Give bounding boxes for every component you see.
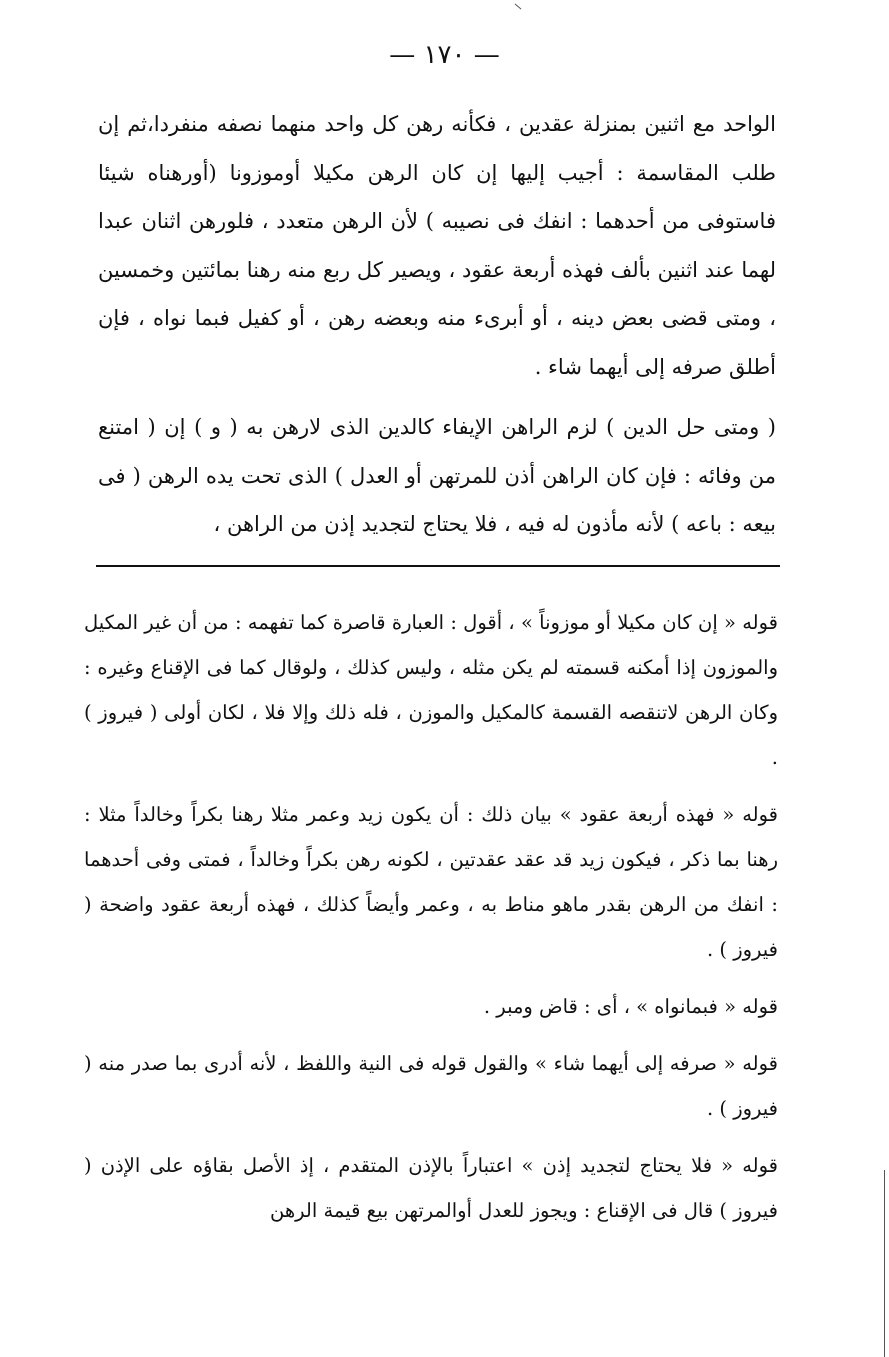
scan-edge-line: [884, 1170, 885, 1357]
footnote-paragraph: قوله « إن كان مكيلا أو موزوناً » ، أقول : العبارة قاصرة كما تفهمه : من أن غير المكيل والموزون إذا أمكنه قسمته لم يكن مثله ، وليس كذلك ، ولوقال كما فى الإقناع وغيره : وكان الرهن لاتنقصه القسمة كالمكيل والموزن ، فله ذلك وإلا فلا ، لكان أولى ( فيروز ) .: [84, 611, 778, 769]
scan-mark: [515, 4, 522, 10]
footnote-paragraph: قوله « فبمانواه » ، أى : قاض ومبر .: [483, 995, 778, 1018]
footnote-paragraph: قوله « صرفه إلى أيهما شاء » والقول قوله فى النية واللفظ ، لأنه أدرى بما صدر منه ( فيروز ) .: [84, 1052, 778, 1120]
footnote-paragraph: قوله « فهذه أربعة عقود » بيان ذلك : أن يكون زيد وعمر مثلا رهنا بكراً وخالداً مثلا : رهنا بما ذكر ، فيكون زيد قد عقد عقدتين ، لكونه رهن بكراً وخالداً ، فمتى وفى أحدهما : انفك من الرهن بقدر ماهو مناط به ، وعمر وأيضاً كذلك ، فهذه أربعة عقود واضحة ( فيروز ) .: [84, 803, 778, 961]
page-number: — ١٧٠ —: [389, 40, 500, 70]
main-paragraph: ( ومتى حل الدين ) لزم الراهن الإيفاء كالدين الذى لارهن به ( و ) إن ( امتنع من وفائه : فإن كان الراهن أذن للمرتهن أو العدل ) الذى تحت يده الرهن ( فى بيعه : باعه ) لأنه مأذون له فيه ، فلا يحتاج لتجديد إذن من الراهن ،: [98, 415, 776, 536]
main-text: [98, 100, 776, 549]
main-paragraph: الواحد مع اثنين بمنزلة عقدين ، فكأنه رهن كل واحد منهما نصفه منفردا،ثم إن طلب المقاسمة : أجيب إليها إن كان الرهن مكيلا أوموزونا (أورهناه شيئا فاستوفى من أحدهما : انفك فى نصيبه ) لأن الرهن متعدد ، فلورهن اثنان عبدا لهما عند اثنين بألف فهذه أربعة عقود ، ويصير كل ربع منه رهنا بمائتين وخمسين ، ومتى قضى بعض دينه ، أو أبرىء منه وبعضه رهن ، أو كفيل فبما نواه ، فإن أطلق صرفه إلى أيهما شاء .: [98, 112, 776, 379]
footnote-separator: [96, 565, 780, 567]
footnote-paragraph: قوله « فلا يحتاج لتجديد إذن » اعتباراً بالإذن المتقدم ، إذ الأصل بقاؤه على الإذن ( فيروز ) قال فى الإقناع : ويجوز للعدل أوالمرتهن بيع قيمة الرهن: [84, 1154, 778, 1222]
footnotes: [84, 600, 778, 1233]
